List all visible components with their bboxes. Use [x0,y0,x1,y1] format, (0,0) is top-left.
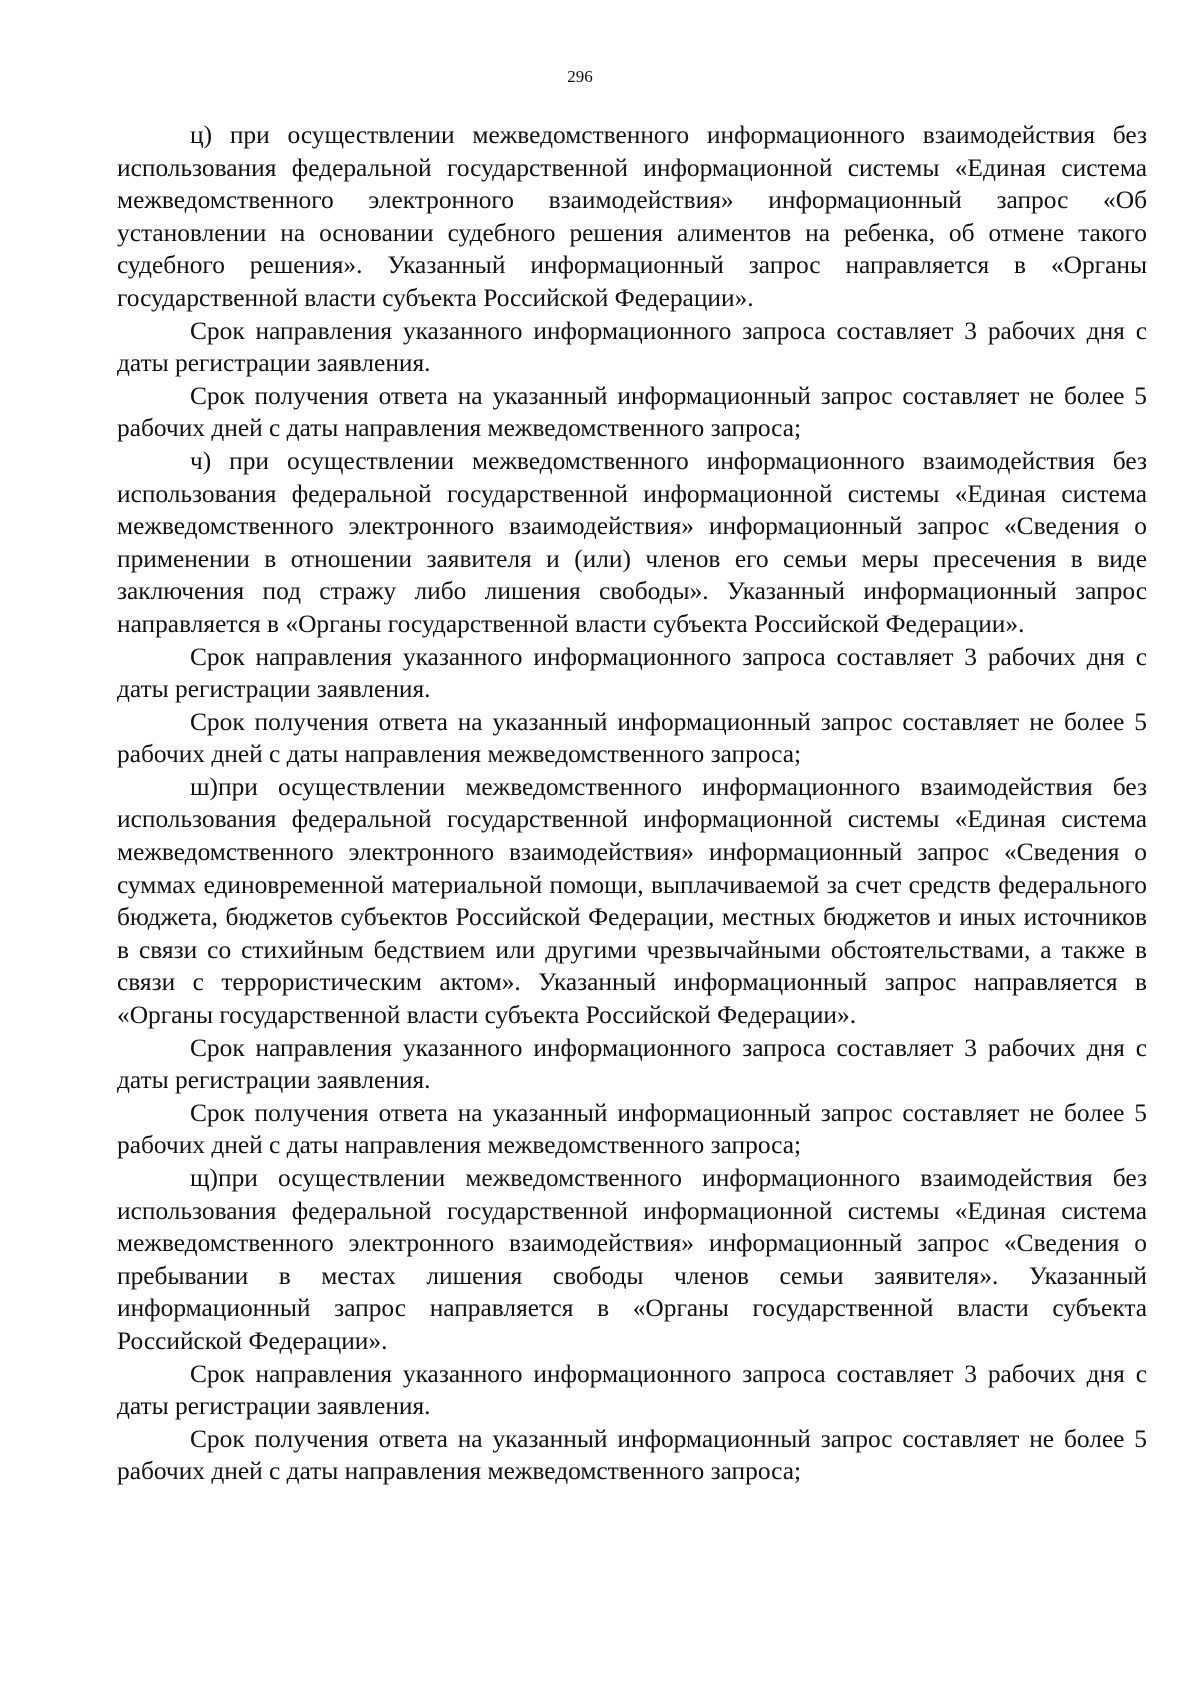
paragraph-response-deadline: Срок получения ответа на указанный информационный запрос составляет не более 5 рабочих дней с даты направления межведомственного запроса; [117,1424,1147,1486]
paragraph-response-deadline: Срок получения ответа на указанный информационный запрос составляет не более 5 рабочих дней с даты направления межведомственного запроса; [117,381,1147,443]
paragraph-shch-request: щ)при осуществлении межведомственного информационного взаимодействия без использования федеральной государственной информационной системы «Единая система межведомственного электронного взаимодействия» информационный запрос «Сведения о пребывании в местах лишения свободы членов семьи заявителя». Указанный информационный запрос направляется в «Органы государственной власти субъекта Российской Федерации». [117,1164,1147,1355]
document-body [117,119,1147,1488]
paragraph-ch-request: ч) при осуществлении межведомственного информационного взаимодействия без использования федеральной государственной информационной системы «Единая система межведомственного электронного взаимодействия» информационный запрос «Сведения о применении в отношении заявителя и (или) членов его семьи меры пресечения в виде заключения под стражу либо лишения свободы». Указанный информационный запрос направляется в «Органы государственной власти субъекта Российской Федерации». [117,446,1147,638]
paragraph-send-deadline: Срок направления указанного информационного запроса составляет 3 рабочих дня с даты регистрации заявления. [117,1033,1147,1095]
paragraph-send-deadline: Срок направления указанного информационного запроса составляет 3 рабочих дня с даты регистрации заявления. [117,316,1147,378]
paragraph-sh-request: ш)при осуществлении межведомственного информационного взаимодействия без использования федеральной государственной информационной системы «Единая система межведомственного электронного взаимодействия» информационный запрос «Сведения о суммах единовременной материальной помощи, выплачиваемой за счет средств федерального бюджета, бюджетов субъектов Российской Федерации, местных бюджетов и иных источников в связи со стихийным бедствием или другими чрезвычайными обстоятельствами, а также в связи с террористическим актом». Указанный информационный запрос направляется в «Органы государственной власти субъекта Российской Федерации». [117,772,1147,1030]
paragraph-send-deadline: Срок направления указанного информационного запроса составляет 3 рабочих дня с даты регистрации заявления. [117,642,1147,704]
paragraph-response-deadline: Срок получения ответа на указанный информационный запрос составляет не более 5 рабочих дней с даты направления межведомственного запроса; [117,707,1147,769]
page-number: 296 [567,67,593,86]
paragraph-ts-request: ц) при осуществлении межведомственного информационного взаимодействия без использования федеральной государственной информационной системы «Единая система межведомственного электронного взаимодействия» информационный запрос «Об установлении на основании судебного решения алиментов на ребенка, об отмене такого судебного решения». Указанный информационный запрос направляется в «Органы государственной власти субъекта Российской Федерации». [117,121,1147,312]
paragraph-send-deadline: Срок направления указанного информационного запроса составляет 3 рабочих дня с даты регистрации заявления. [117,1359,1147,1421]
paragraph-response-deadline: Срок получения ответа на указанный информационный запрос составляет не более 5 рабочих дней с даты направления межведомственного запроса; [117,1098,1147,1160]
